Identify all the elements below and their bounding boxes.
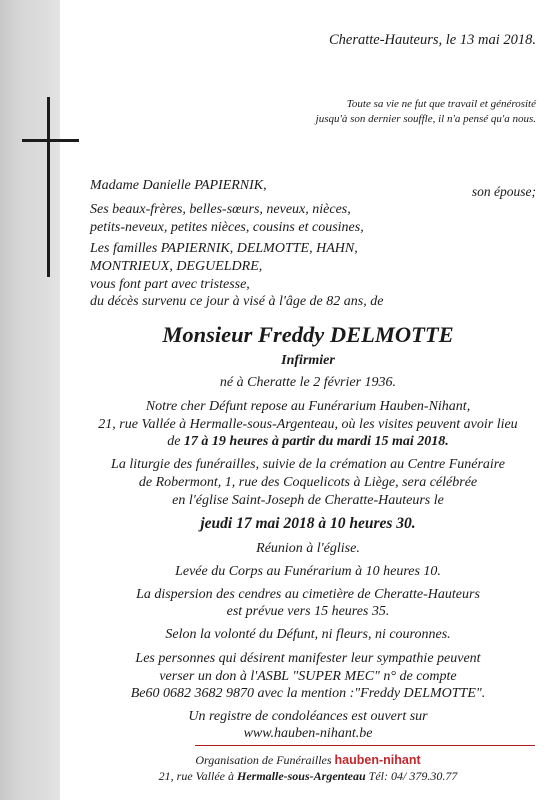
ceremony-datetime: jeudi 17 mai 2018 à 10 heures 30. — [200, 515, 416, 532]
footer-phone: Tél: 04/ 379.30.77 — [368, 769, 458, 783]
birth-line: né à Cheratte le 2 février 1936. — [219, 375, 397, 390]
deceased-name: Monsieur Freddy DELMOTTE — [162, 322, 454, 347]
deceased-profession: Infirmier — [281, 353, 335, 368]
cross-icon-vertical — [47, 97, 50, 277]
ashes-line-2: est prévue vers 15 heures 35. — [226, 604, 390, 619]
ashes-line-1: La dispersion des cendres au cimetière de Cheratte-Hauteurs — [136, 587, 480, 602]
rest-line-3 — [70, 433, 546, 451]
register-url: www.hauben-nihant.be — [243, 726, 373, 741]
spouse-name: Madame Danielle PAPIERNIK, — [90, 178, 267, 193]
footer-separator — [195, 745, 535, 746]
brand-logo-text: hauben-nihant — [334, 753, 421, 767]
family-line-4: Les familles PAPIERNIK, DELMOTTE, HAHN, — [90, 241, 358, 256]
decorative-side-band — [0, 0, 60, 800]
levee-line: Levée du Corps au Funérarium à 10 heures 10. — [175, 564, 441, 579]
donation-line-3: Be60 0682 3682 9870 avec la mention :"Freddy DELMOTTE". — [130, 686, 486, 701]
register-line-1: Un registre de condoléances est ouvert sur — [188, 709, 428, 724]
rest-line-2: 21, rue Vallée à Hermalle-sous-Argenteau, où les visites peuvent avoir lieu — [98, 417, 518, 432]
family-line-5: MONTRIEUX, DEGUELDRE, — [90, 259, 263, 274]
family-line-3: petits-neveux, petites nièces, cousins et cousines, — [90, 220, 364, 235]
meeting-line: Réunion à l'église. — [256, 541, 360, 556]
spouse-role: son épouse; — [471, 184, 536, 199]
footer-org-prefix: Organisation de Funérailles — [195, 753, 332, 767]
footer-address-prefix: 21, rue Vallée à — [158, 769, 234, 783]
family-line-6: vous font part avec tristesse, — [90, 277, 250, 292]
footer-org-line — [70, 752, 546, 769]
family-line-2: Ses beaux-frères, belles-sœurs, neveux, nièces, — [90, 202, 351, 217]
liturgy-line-1: La liturgie des funérailles, suivie de la crémation au Centre Funéraire — [111, 457, 505, 472]
quote-line-2: jusqu'à son dernier souffle, il n'a pensé qu'a nous. — [315, 113, 536, 125]
cross-icon-horizontal — [22, 139, 79, 142]
date-line: Cheratte-Hauteurs, le 13 mai 2018. — [328, 32, 536, 48]
liturgy-line-2: de Robermont, 1, rue des Coquelicots à Liège, sera célébrée — [138, 475, 478, 490]
wish-line: Selon la volonté du Défunt, ni fleurs, ni couronnes. — [165, 627, 451, 642]
liturgy-line-3: en l'église Saint-Joseph de Cheratte-Hauteurs le — [172, 493, 444, 508]
family-line-7: du décès survenu ce jour à visé à l'âge de 82 ans, de — [90, 294, 384, 309]
rest-line-3-prefix: de — [167, 434, 181, 449]
visiting-hours: 17 à 19 heures à partir du mardi 15 mai 2018. — [183, 434, 449, 449]
quote-line-1: Toute sa vie ne fut que travail et générosité — [346, 98, 536, 110]
footer-town: Hermalle-sous-Argenteau — [236, 769, 366, 783]
footer-address-line — [70, 768, 546, 785]
rest-line-1: Notre cher Défunt repose au Funérarium Hauben-Nihant, — [145, 399, 471, 414]
donation-line-1: Les personnes qui désirent manifester leur sympathie peuvent — [135, 651, 481, 666]
donation-line-2: verser un don à l'ASBL "SUPER MEC" n° de compte — [159, 669, 457, 684]
